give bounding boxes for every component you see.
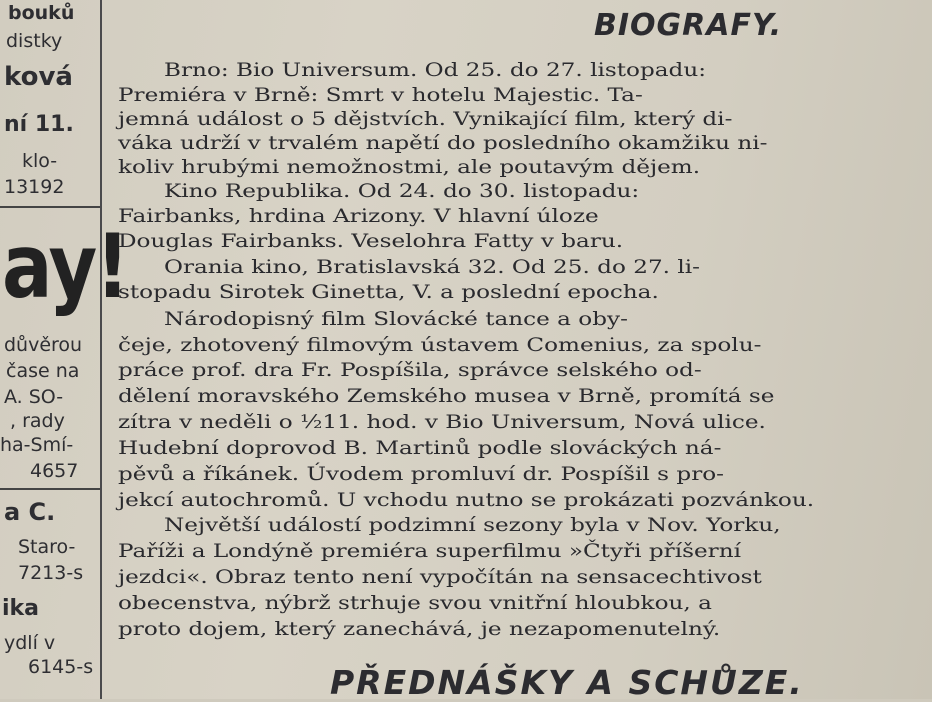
- left-line: 4657: [30, 460, 79, 482]
- article-line: jekcí autochromů. U vchodu nutno se prokázati pozvánkou.: [118, 490, 815, 511]
- column-divider: [0, 488, 100, 490]
- article-line: Fairbanks, hrdina Arizony. V hlavní úloze: [118, 206, 599, 227]
- left-line: bouků: [8, 2, 75, 24]
- left-line: a C.: [4, 498, 56, 526]
- article-line: práce prof. dra Fr. Pospíšila, správce selského od-: [118, 360, 702, 381]
- left-line: , rady: [10, 410, 65, 432]
- article-line: zítra v neděli o ½11. hod. v Bio Universum, Nová ulice.: [118, 412, 766, 433]
- article-line: Premiéra v Brně: Smrt v hotelu Majestic. Ta-: [118, 85, 643, 106]
- left-line: A. SO-: [4, 386, 64, 408]
- article-line: váka udrží v trvalém napětí do posledního okamžiku ni-: [118, 133, 768, 154]
- left-big-headline: ay!: [2, 215, 128, 318]
- article-line: Orania kino, Bratislavská 32. Od 25. do 27. li-: [164, 257, 700, 278]
- left-line: důvěrou: [4, 334, 83, 356]
- article-line: jemná událost o 5 dějstvích. Vynikající film, který di-: [118, 109, 733, 130]
- left-line: 7213-s: [18, 562, 84, 584]
- left-column-fragment: [0, 0, 128, 699]
- article-line: Brno: Bio Universum. Od 25. do 27. listopadu:: [164, 60, 707, 81]
- article-line: Paříži a Londýně premiéra superfilmu »Čtyři příšerní: [118, 541, 741, 562]
- left-line: 13192: [4, 176, 65, 198]
- left-line: ika: [2, 596, 40, 621]
- article-line: čeje, zhotovený filmovým ústavem Comenius, za spolu-: [118, 335, 762, 356]
- left-line: distky: [6, 30, 63, 52]
- left-line: ydlí v: [4, 632, 56, 654]
- article-line: Hudební doprovod B. Martinů podle slováckých ná-: [118, 438, 722, 459]
- column-divider: [0, 206, 100, 208]
- left-line: ha-Smí-: [0, 434, 74, 456]
- article-line: pěvů a říkánek. Úvodem promluví dr. Pospíšil s pro-: [118, 464, 724, 485]
- left-line: čase na: [6, 360, 80, 382]
- article-line: koliv hrubými nemožnostmi, ale poutavým dějem.: [118, 157, 701, 178]
- section-title: BIOGRAFY.: [594, 8, 783, 43]
- article-line: Kino Republika. Od 24. do 30. listopadu:: [164, 181, 640, 202]
- left-line: Staro-: [18, 536, 76, 558]
- article-line: Největší událostí podzimní sezony byla v Nov. Yorku,: [164, 515, 781, 536]
- article-line: proto dojem, který zanechává, je nezapomenutelný.: [118, 619, 721, 640]
- main-column: [112, 0, 932, 702]
- article-line: stopadu Sirotek Ginetta, V. a poslední epocha.: [118, 282, 659, 303]
- left-line: klo-: [22, 150, 58, 172]
- article-line: Douglas Fairbanks. Veselohra Fatty v baru.: [118, 231, 624, 252]
- left-line: ková: [4, 62, 73, 92]
- article-line: dělení moravského Zemského musea v Brně, promítá se: [118, 386, 775, 407]
- left-line: 6145-s: [28, 656, 94, 678]
- left-line: ní 11.: [4, 112, 74, 137]
- article-line: Národopisný film Slovácké tance a oby-: [164, 309, 628, 330]
- footer-heading: PŘEDNÁŠKY A SCHŮZE.: [330, 663, 804, 702]
- article-line: obecenstva, nýbrž strhuje svou vnitřní hloubkou, a: [118, 593, 712, 614]
- article-line: jezdci«. Obraz tento není vypočítán na sensacechtivost: [118, 567, 762, 588]
